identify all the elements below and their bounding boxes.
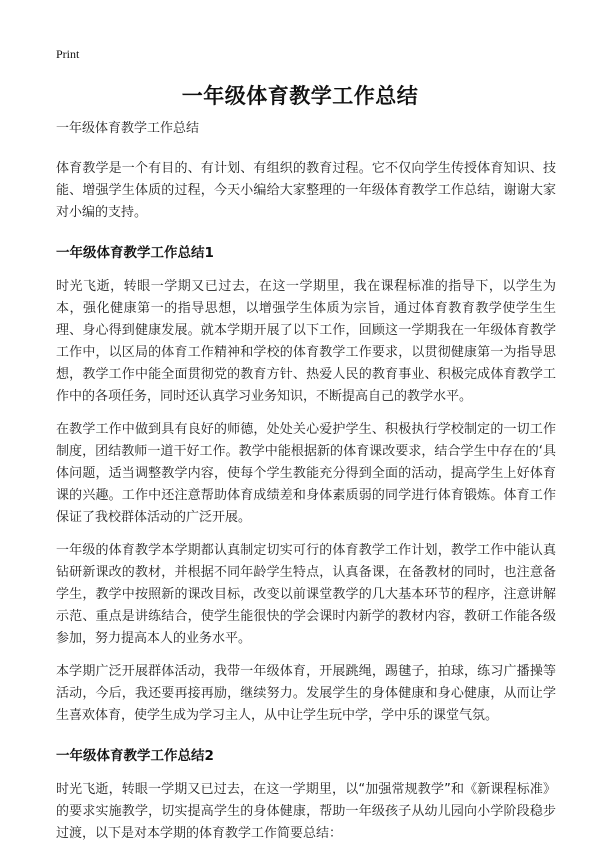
intro-paragraph: 体育教学是一个有目的、有计划、有组织的教育过程。它不仅向学生传授体育知识、技能、增强学生体质的过程，今天小编给大家整理的一年级体育教学工作总结，谢谢大家对小编的支持。 — [56, 161, 556, 220]
section-1-paragraph-2: 在教学工作中做到具有良好的师德，处处关心爱护学生、积极执行学校制定的一切工作制度，团结教师一道干好工作。教学中能根据新的体育课改要求，结合学生中存在的‘具体问题，适当调整教学内容，使每个学生教能充分得到全面的活动，提高学生上好体育课的兴趣。工作中还注意帮助体育成绩差和身体素质弱的同学进行体育锻炼。体育工作保证了我校群体活动的广泛开展。 — [56, 422, 556, 525]
section-2-paragraph-1: 时光飞逝，转眼一学期又已过去，在这一学期里，以“加强常规教学”和《新课程标准》的要求实施教学，切实提高学生的身体健康，帮助一年级孩子从幼儿园向小学阶段稳步过渡，以下是对本学期的体育教学工作简要总结： — [56, 782, 556, 841]
page-title: 一年级体育教学工作总结 — [181, 84, 419, 108]
section-heading-1: 一年级体育教学工作总结1 — [56, 245, 214, 261]
section-1-paragraph-3: 一年级的体育教学本学期都认真制定切实可行的体育教学工作计划，教学工作中能认真钻研新课改的教材，并根据不同年龄学生特点，认真备课，在备教材的同时，也注意备学生，教学中按照新的课改目标，改变以前课堂教学的几大基本环节的程序，注意讲解示范、重点是讲练结合，使学生能很快的学会课时内新学的教材内容，教研工作能各级参加，努力提高本人的业务水平。 — [56, 543, 556, 646]
section-1-paragraph-1: 时光飞逝，转眼一学期又已过去，在这一学期里，我在课程标准的指导下，以学生为本，强化健康第一的指导思想，以增强学生体质为宗旨，通过体育教育教学使学生生理、身心得到健康发展。就本学期开展了以下工作，回顾这一学期我在一年级体育教学工作中，以区局的体育工作精神和学校的体育教学工作要求，以贯彻健康第一为指导思想，教学工作中能全面贯彻党的教育方针、热爱人民的教育事业、积极完成体育教学工作中的各项任务，同时还认真学习业务知识，不断提高自己的教学水平。 — [56, 279, 556, 404]
article-subtitle: 一年级体育教学工作总结 — [56, 121, 200, 136]
article-body — [56, 118, 556, 856]
print-link[interactable]: Print — [56, 47, 80, 61]
section-heading-2: 一年级体育教学工作总结2 — [56, 748, 214, 764]
section-1-paragraph-4: 本学期广泛开展群体活动，我带一年级体育，开展跳绳，踢毽子，拍球，练习广播操等活动，今后，我还要再接再励，继续努力。发展学生的身体健康和身心健康，从而让学生喜欢体育，使学生成为学习主人，从中让学生玩中学，学中乐的课堂气氛。 — [56, 664, 556, 723]
